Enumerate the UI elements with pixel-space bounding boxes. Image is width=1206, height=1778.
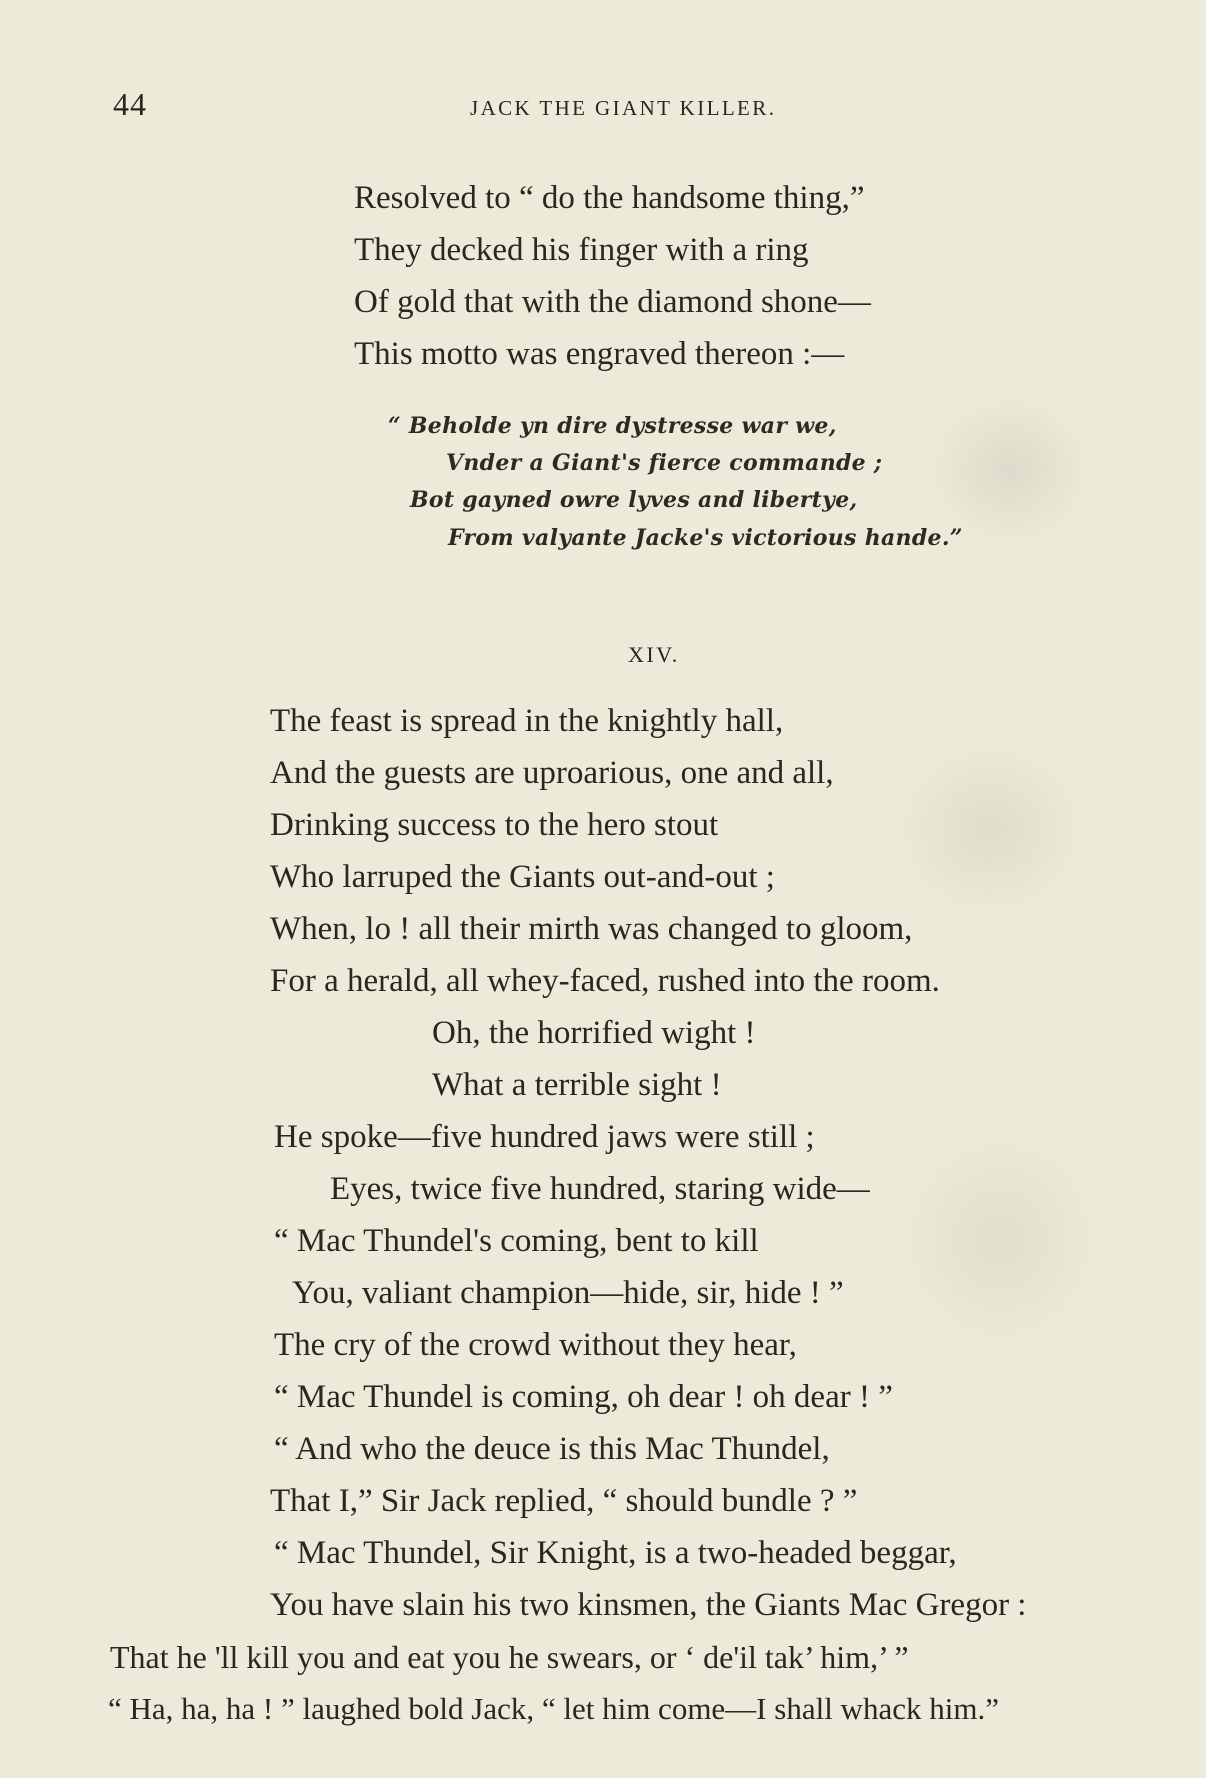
running-title: JACK THE GIANT KILLER. xyxy=(470,96,777,120)
motto-line-3: Bot gayned owre lyves and libertye, xyxy=(410,487,858,513)
motto-line-1: “ Beholde yn dire dystresse war we, xyxy=(388,413,837,439)
verse-line-3: Drinking success to the hero stout xyxy=(270,807,719,843)
verse-line-5: When, lo ! all their mirth was changed to gloom, xyxy=(270,911,913,947)
intro-line-2: They decked his finger with a ring xyxy=(354,232,809,268)
intro-line-4: This motto was engraved thereon :— xyxy=(354,336,845,372)
verse-line-1: The feast is spread in the knightly hall, xyxy=(270,703,784,739)
verse-line-13: The cry of the crowd without they hear, xyxy=(274,1327,797,1363)
verse-line-20: “ Ha, ha, ha ! ” laughed bold Jack, “ let him come—I shall whack him.” xyxy=(108,1691,999,1726)
verse-line-17: “ Mac Thundel, Sir Knight, is a two-headed beggar, xyxy=(274,1535,957,1571)
verse-line-6: For a herald, all whey-faced, rushed into the room. xyxy=(270,963,940,999)
verse-line-14: “ Mac Thundel is coming, oh dear ! oh dear ! ” xyxy=(274,1379,893,1415)
verse-line-18: You have slain his two kinsmen, the Giants Mac Gregor : xyxy=(270,1587,1027,1623)
page-number: 44 xyxy=(113,86,147,122)
verse-line-10: Eyes, twice five hundred, staring wide— xyxy=(330,1171,870,1207)
motto-line-4: From valyante Jacke's victorious hande.” xyxy=(448,525,963,551)
verse-line-16: That I,” Sir Jack replied, “ should bundle ? ” xyxy=(270,1483,858,1519)
verse-line-7: Oh, the horrified wight ! xyxy=(432,1015,756,1051)
verse-line-19: That he 'll kill you and eat you he swears, or ‘ de'il tak’ him,’ ” xyxy=(110,1639,909,1675)
motto-line-2: Vnder a Giant's fierce commande ; xyxy=(446,450,883,476)
verse-line-9: He spoke—five hundred jaws were still ; xyxy=(274,1119,815,1155)
verse-line-2: And the guests are uproarious, one and all, xyxy=(270,755,834,791)
verse-line-11: “ Mac Thundel's coming, bent to kill xyxy=(274,1223,759,1259)
intro-line-1: Resolved to “ do the handsome thing,” xyxy=(354,180,865,216)
section-numeral: XIV. xyxy=(628,642,680,667)
verse-line-12: You, valiant champion—hide, sir, hide ! ” xyxy=(292,1275,844,1311)
verse-line-15: “ And who the deuce is this Mac Thundel, xyxy=(274,1431,830,1467)
intro-line-3: Of gold that with the diamond shone— xyxy=(354,284,871,320)
verse-line-4: Who larruped the Giants out-and-out ; xyxy=(270,859,775,895)
verse-line-8: What a terrible sight ! xyxy=(432,1067,722,1103)
